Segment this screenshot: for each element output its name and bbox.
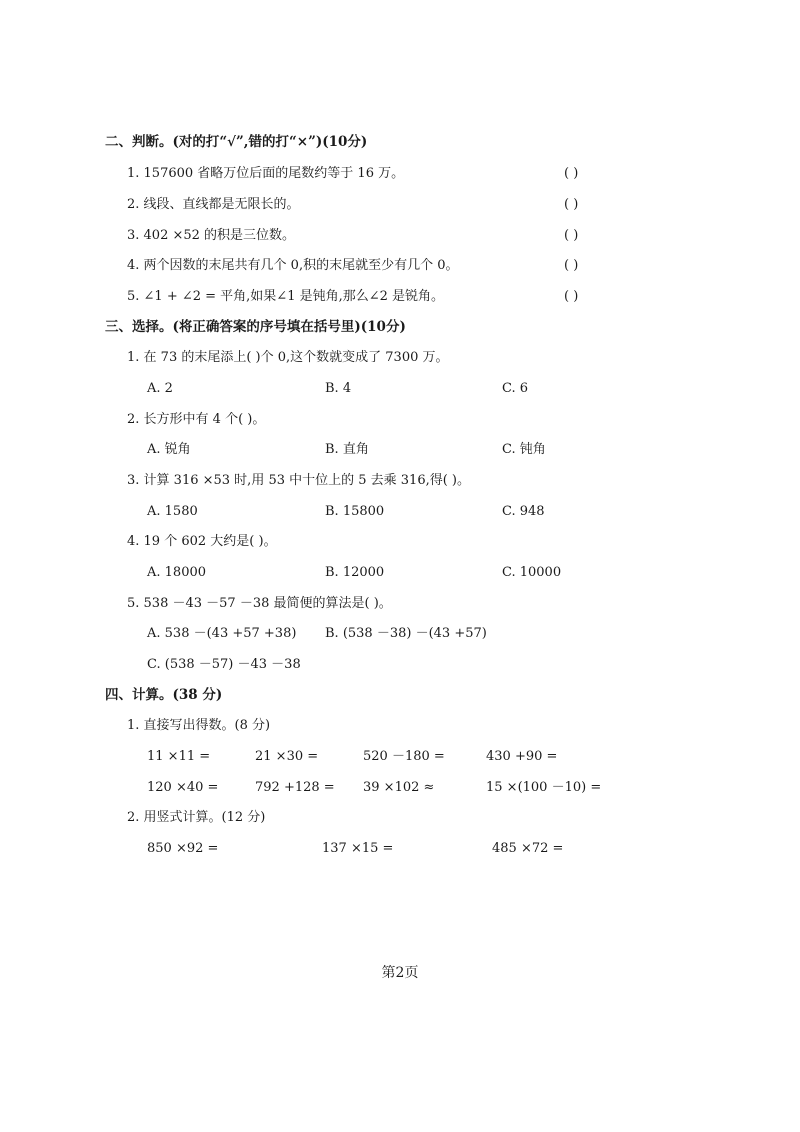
- choice-question-3: 3. 计算 316 ×53 时,用 53 中十位上的 5 去乘 316,得( )。: [127, 473, 471, 488]
- judge-item-5: 5. ∠1 + ∠2 = 平角,如果∠1 是钝角,那么∠2 是锐角。: [127, 289, 445, 304]
- choice-4-option-b[interactable]: B. 12000: [325, 565, 385, 580]
- judge-answer-4[interactable]: ( ): [564, 258, 579, 273]
- oral-calc-5: 120 ×40 =: [147, 780, 219, 795]
- choice-2-option-b[interactable]: B. 直角: [325, 442, 369, 457]
- vertical-calc-1: 850 ×92 =: [147, 841, 219, 856]
- oral-calc-7: 39 ×102 ≈: [363, 780, 435, 795]
- choice-3-option-c[interactable]: C. 948: [502, 504, 545, 519]
- oral-calc-1: 11 ×11 =: [147, 749, 211, 764]
- calc-part2-title: 2. 用竖式计算。(12 分): [127, 810, 266, 825]
- choice-1-option-a[interactable]: A. 2: [147, 381, 173, 396]
- judge-answer-3[interactable]: ( ): [564, 228, 579, 243]
- vertical-calc-3: 485 ×72 =: [492, 841, 564, 856]
- section2-heading: 二、判断。(对的打“√”,错的打“×”)(10分): [105, 134, 368, 150]
- judge-item-3: 3. 402 ×52 的积是三位数。: [127, 228, 296, 243]
- oral-calc-2: 21 ×30 =: [255, 749, 319, 764]
- choice-5-option-c[interactable]: C. (538 －57) －43 －38: [147, 657, 301, 672]
- choice-4-option-a[interactable]: A. 18000: [147, 565, 207, 580]
- judge-item-2: 2. 线段、直线都是无限长的。: [127, 197, 300, 212]
- choice-3-option-a[interactable]: A. 1580: [147, 504, 198, 519]
- oral-calc-3: 520 －180 =: [363, 749, 445, 764]
- choice-3-option-b[interactable]: B. 15800: [325, 504, 385, 519]
- page-number: 第2页: [381, 965, 419, 981]
- judge-item-4: 4. 两个因数的末尾共有几个 0,积的末尾就至少有几个 0。: [127, 258, 459, 273]
- choice-question-2: 2. 长方形中有 4 个( )。: [127, 412, 266, 427]
- calc-part1-title: 1. 直接写出得数。(8 分): [127, 718, 271, 733]
- choice-2-option-a[interactable]: A. 锐角: [147, 442, 191, 457]
- choice-5-option-b[interactable]: B. (538 －38) －(43 +57): [325, 626, 487, 641]
- oral-calc-6: 792 +128 =: [255, 780, 335, 795]
- judge-item-1: 1. 157600 省略万位后面的尾数约等于 16 万。: [127, 166, 405, 181]
- choice-1-option-b[interactable]: B. 4: [325, 381, 352, 396]
- judge-answer-1[interactable]: ( ): [564, 166, 579, 181]
- oral-calc-8: 15 ×(100 －10) =: [486, 780, 602, 795]
- section4-heading: 四、计算。(38 分): [105, 687, 223, 703]
- vertical-calc-2: 137 ×15 =: [322, 841, 394, 856]
- judge-answer-5[interactable]: ( ): [564, 289, 579, 304]
- section3-heading: 三、选择。(将正确答案的序号填在括号里)(10分): [105, 319, 406, 335]
- choice-question-1: 1. 在 73 的末尾添上( )个 0,这个数就变成了 7300 万。: [127, 350, 449, 365]
- choice-5-option-a[interactable]: A. 538 －(43 +57 +38): [147, 626, 297, 641]
- choice-question-4: 4. 19 个 602 大约是( )。: [127, 534, 277, 549]
- judge-answer-2[interactable]: ( ): [564, 197, 579, 212]
- choice-4-option-c[interactable]: C. 10000: [502, 565, 562, 580]
- choice-2-option-c[interactable]: C. 钝角: [502, 442, 546, 457]
- oral-calc-4: 430 +90 =: [486, 749, 558, 764]
- choice-question-5: 5. 538 －43 －57 －38 最简便的算法是( )。: [127, 596, 392, 611]
- choice-1-option-c[interactable]: C. 6: [502, 381, 529, 396]
